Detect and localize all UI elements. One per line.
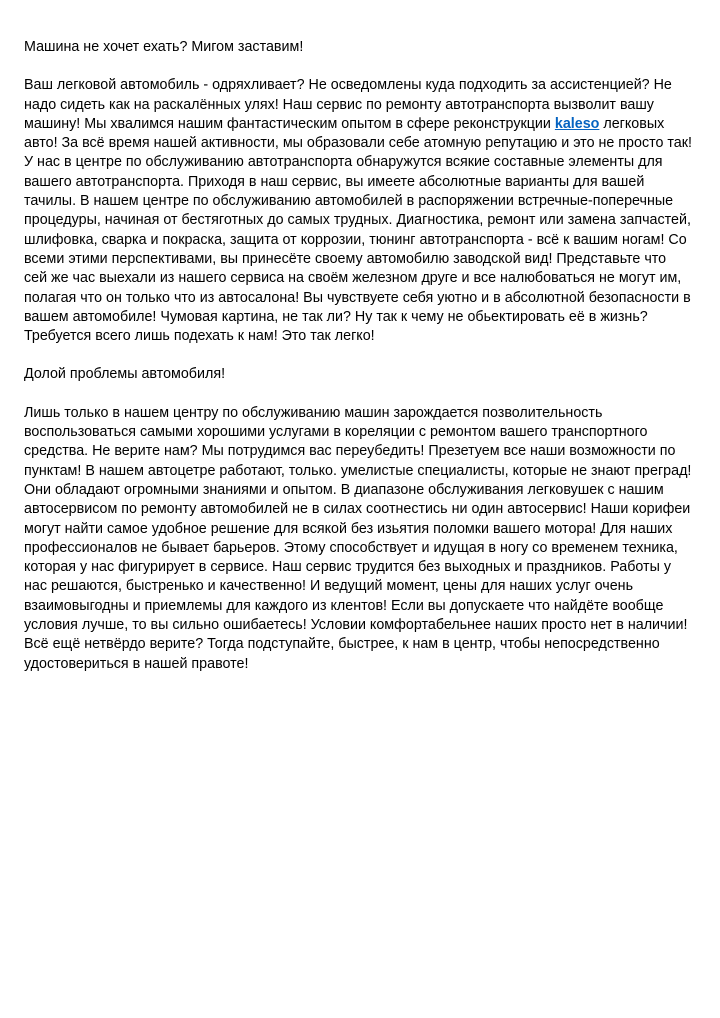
second-heading-text: Долой проблемы автомобиля! <box>24 366 226 383</box>
intro-heading-line <box>24 38 692 57</box>
intro-heading-text: Машина не хочет ехать? Мигом заставим! <box>24 39 304 55</box>
paragraph-2-text: Лишь только в нашем центру по обслуживанию машин зарождается позволительность воспользоваться самыми хорошими услугами в кореляции с ремонтом вашего транспортного средства. Не верите нам? Мы потрудимся вас переубедить! Презетуем все наши возможности по пунктам! В нашем автоцетре работают, только. умелистые специалисты, которые не знают преград! Они обладают огромными знаниями и опытом. В диапазоне обслуживания легковушек с нашим автосервисом по ремонту автомобилей не в силах соотнестись ни один автосервис! Наши корифеи могут найти самое удобное решение для всякой без изьятия поломки вашего мотора! Для наших профессионалов не бывает барьеров. Этому способствует и идущая в ногу со временем техника, которая у нас фигурирует в сервисе. Наш сервис трудится без выходных и праздников. Работы у нас решаются, быстренько и качественно! И ведущий момент, цены для наших услуг очень взаимовыгодны и приемлемы для каждого из клентов! Если вы допускаете что найдёте вообще условия лучше, то вы сильно ошибаетесь! Условии комфортабельнее наших просто нет в наличии! Всё ещё нетвёрдо верите? Тогда подступайте, быстрее, к нам в центр, чтобы непосредственно удостовериться в нашей правоте! <box>24 404 692 672</box>
body-paragraph-1 <box>24 76 692 346</box>
body-paragraph-2 <box>24 404 692 674</box>
kaleso-link[interactable]: kaleso <box>554 115 600 132</box>
document-body <box>24 38 692 674</box>
paragraph-1-text-before-link: Ваш легковой автомобиль - одряхливает? Не осведомлены куда подходить за ассистенцией? Не надо сидеть как на раскалённых улях! Наш сервис по ремонту автотранспорта вызволит вашу машину! Мы хвалимся нашим фантастическим опытом в сфере реконструкции <box>24 77 672 132</box>
second-heading-line <box>24 365 692 384</box>
paragraph-1-text-after-link: легковых авто! За всё время нашей активности, мы образовали себе атомную репутацию и это не просто так! У нас в центре по обслуживанию автотранспорта обнаружутся всякие составные элементы для вашего автотранспорта. Приходя в наш сервис, вы имеете абсолютные варианты для вашей тачилы. В нашем центре по обслуживанию автомобилей в распоряжении встречные-поперечные процедуры, начиная от бестяготных до самых трудных. Диагностика, ремонт или замена запчастей, шлифовка, сварка и покраска, защита от коррозии, тюнинг автотранспорта - всё к вашим ногам! Со всеми этими перспективами, вы принесёте своему автомобилю заводской вид! Представьте что сей же час выехали из нашего сервиса на своём железном друге и все налюбоваться не могут им, полагая что он только что из автосалона! Вы чувствуете себя уютно и в абсолютной безопасности в вашем автомобиле! Чумовая картина, не так ли? Ну так к чему не обьектировать её в жизнь? Требуется всего лишь подехать к нам! Это так легко! <box>24 115 692 345</box>
